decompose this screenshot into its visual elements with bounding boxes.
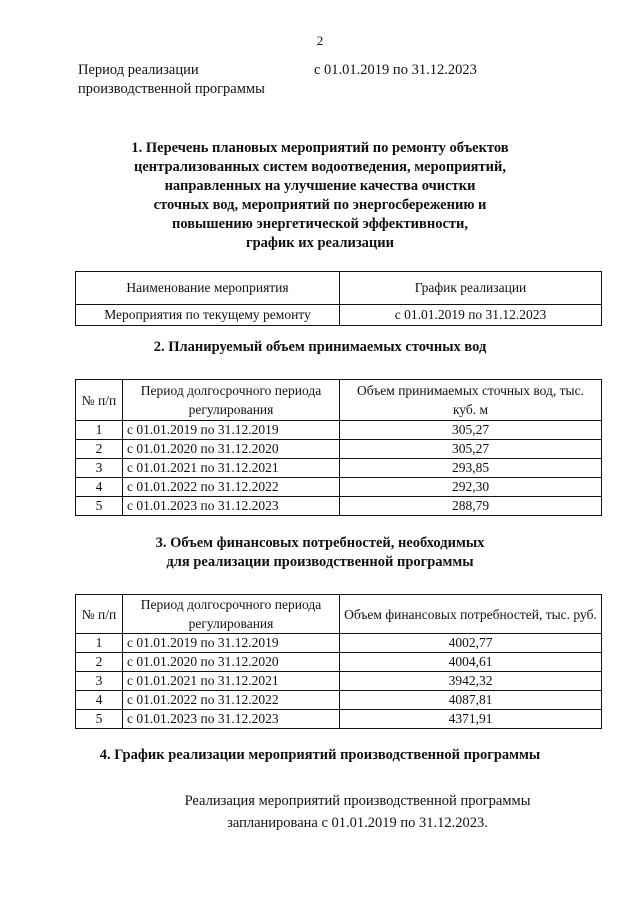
table-cell: с 01.01.2020 по 31.12.2020: [123, 653, 340, 672]
table-cell: 1: [76, 421, 123, 440]
section1-title-line: график их реализации: [245, 235, 394, 251]
section1-title-line: повышению энергетической эффективности,: [171, 216, 469, 232]
table-cell: 4002,77: [340, 634, 602, 653]
table-cell: с 01.01.2022 по 31.12.2022: [123, 478, 340, 497]
period-label: [78, 61, 265, 99]
financial-needs-table: [75, 594, 602, 729]
table-row: [76, 672, 602, 691]
section1-title-line: направленных на улучшение качества очистки: [164, 178, 476, 194]
table-header-row: [76, 380, 602, 421]
implementation-note: [0, 790, 640, 834]
table-row: [76, 478, 602, 497]
section1-title-line: 1. Перечень плановых мероприятий по ремонту объектов: [131, 140, 509, 156]
implementation-note-line: Реализация мероприятий производственной программы: [184, 793, 531, 809]
period-value: с 01.01.2019 по 31.12.2023: [314, 62, 477, 78]
column-header-period: Период долгосрочного периода регулирования: [123, 380, 340, 421]
column-header-number: № п/п: [76, 380, 123, 421]
section3-title-line: для реализации производственной программы: [166, 554, 474, 570]
table-row: [76, 653, 602, 672]
table-row: [76, 710, 602, 729]
table-cell: 5: [76, 710, 123, 729]
table-cell: Мероприятия по текущему ремонту: [76, 305, 340, 326]
section3-title: [0, 534, 640, 572]
table-row: [76, 634, 602, 653]
table-cell: с 01.01.2023 по 31.12.2023: [123, 710, 340, 729]
column-header-period: Период долгосрочного периода регулирования: [123, 595, 340, 634]
table-cell: 305,27: [340, 440, 602, 459]
table-cell: с 01.01.2021 по 31.12.2021: [123, 672, 340, 691]
table-cell: 3: [76, 672, 123, 691]
table-cell: 4004,61: [340, 653, 602, 672]
period-label-line2: производственной программы: [78, 81, 265, 97]
table-cell: 3942,32: [340, 672, 602, 691]
table-cell: 4371,91: [340, 710, 602, 729]
column-header-volume: Объем принимаемых сточных вод, тыс. куб. м: [340, 380, 602, 421]
table-cell: с 01.01.2019 по 31.12.2019: [123, 634, 340, 653]
table-cell: 305,27: [340, 421, 602, 440]
table-cell: с 01.01.2023 по 31.12.2023: [123, 497, 340, 516]
section1-title-line: сточных вод, мероприятий по энергосбережению и: [153, 197, 487, 213]
wastewater-volume-table: [75, 379, 602, 516]
page-number: 2: [316, 33, 324, 48]
period-label-line1: Период реализации: [78, 62, 199, 78]
table-cell: 288,79: [340, 497, 602, 516]
table-row: [76, 305, 602, 326]
table-row: [76, 497, 602, 516]
table-cell: с 01.01.2020 по 31.12.2020: [123, 440, 340, 459]
table-cell: 4087,81: [340, 691, 602, 710]
section1-title: [0, 139, 640, 253]
section2-title: 2. Планируемый объем принимаемых сточных вод: [153, 339, 487, 355]
table-cell: 4: [76, 478, 123, 497]
section4-title: 4. График реализации мероприятий производственной программы: [99, 747, 541, 763]
table-cell: 5: [76, 497, 123, 516]
section1-title-line: централизованных систем водоотведения, мероприятий,: [134, 159, 506, 175]
implementation-note-line: запланирована с 01.01.2019 по 31.12.2023.: [227, 815, 488, 831]
table-row: [76, 440, 602, 459]
table-header-row: [76, 595, 602, 634]
table-cell: 4: [76, 691, 123, 710]
table-cell: 2: [76, 440, 123, 459]
table-header-row: [76, 272, 602, 305]
table-cell: 3: [76, 459, 123, 478]
activities-table: [75, 271, 602, 326]
table-cell: 292,30: [340, 478, 602, 497]
column-header-schedule: График реализации: [340, 272, 602, 305]
section3-title-line: 3. Объем финансовых потребностей, необходимых: [155, 535, 485, 551]
table-cell: с 01.01.2019 по 31.12.2023: [340, 305, 602, 326]
table-row: [76, 421, 602, 440]
table-row: [76, 691, 602, 710]
table-cell: с 01.01.2019 по 31.12.2019: [123, 421, 340, 440]
table-cell: 2: [76, 653, 123, 672]
table-row: [76, 459, 602, 478]
table-cell: 293,85: [340, 459, 602, 478]
column-header-financial: Объем финансовых потребностей, тыс. руб.: [340, 595, 602, 634]
table-cell: с 01.01.2022 по 31.12.2022: [123, 691, 340, 710]
table-cell: с 01.01.2021 по 31.12.2021: [123, 459, 340, 478]
table-cell: 1: [76, 634, 123, 653]
column-header-activity: Наименование мероприятия: [76, 272, 340, 305]
column-header-number: № п/п: [76, 595, 123, 634]
